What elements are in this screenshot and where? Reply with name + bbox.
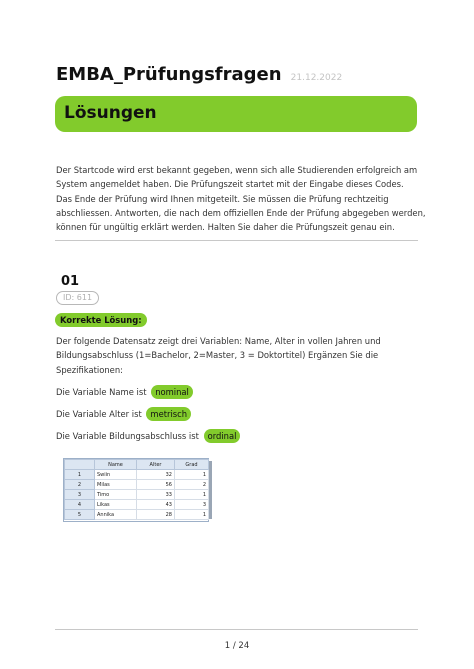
table-cell: Timo	[95, 490, 137, 500]
table-cell: Milas	[95, 480, 137, 490]
table-cell: 32	[137, 470, 175, 480]
question-line: Der folgende Datensatz zeigt drei Variablen: Name, Alter in vollen Jahren und	[56, 336, 381, 346]
document-date: 21.12.2022	[290, 73, 343, 83]
table-cell: 2	[175, 480, 209, 490]
table-cell: 1	[175, 490, 209, 500]
column-header: Name	[95, 460, 137, 470]
table-row	[65, 510, 209, 520]
solutions-banner	[55, 96, 417, 132]
answer-highlight: nominal	[151, 385, 193, 399]
table-cell: 56	[137, 480, 175, 490]
table-cell: 33	[137, 490, 175, 500]
table-cell: 1	[175, 470, 209, 480]
table-cell: Annika	[95, 510, 137, 520]
column-header	[65, 460, 95, 470]
table-row	[65, 490, 209, 500]
question-text	[56, 334, 418, 377]
answer-prefix: Die Variable Alter ist	[56, 409, 142, 419]
table-row	[65, 480, 209, 490]
answer-prefix: Die Variable Bildungsabschluss ist	[56, 431, 199, 441]
answer-highlight: ordinal	[204, 429, 241, 443]
table-row	[65, 470, 209, 480]
row-number: 5	[65, 510, 95, 520]
section-divider	[55, 240, 418, 241]
table-cell: 28	[137, 510, 175, 520]
answer-highlight: metrisch	[146, 407, 191, 421]
table-cell: 1	[175, 510, 209, 520]
correct-solution-label: Korrekte Lösung:	[55, 313, 147, 327]
question-id-badge: ID: 611	[56, 291, 99, 305]
document-header	[56, 64, 342, 85]
column-header: Alter	[137, 460, 175, 470]
page-number: 1 / 24	[224, 641, 250, 651]
answer-prefix: Die Variable Name ist	[56, 387, 147, 397]
answer-line-age	[56, 406, 191, 422]
answer-line-name	[56, 384, 193, 400]
column-header: Grad	[175, 460, 209, 470]
answer-line-degree	[56, 428, 240, 444]
table-row	[65, 500, 209, 510]
question-line: Bildungsabschluss (1=Bachelor, 2=Master, 3 = Doktortitel) Ergänzen Sie die	[56, 350, 379, 361]
intro-line: System angemeldet haben. Die Prüfungszeit startet mit der Eingabe dieses Codes.	[56, 179, 404, 190]
table-cell: 43	[137, 500, 175, 510]
row-number: 1	[65, 470, 95, 480]
dataset-table	[64, 459, 209, 520]
dataset-screenshot	[63, 458, 209, 522]
banner-label: Lösungen	[64, 103, 157, 123]
question-number: 01	[61, 274, 80, 289]
intro-text	[56, 163, 426, 234]
table-cell: Swiin	[95, 470, 137, 480]
table-cell: 3	[175, 500, 209, 510]
footer-divider	[55, 629, 418, 630]
intro-line: können für ungültig erklärt werden. Halten Sie daher die Prüfungszeit genau ein.	[56, 222, 395, 233]
row-number: 3	[65, 490, 95, 500]
intro-line: Der Startcode wird erst bekannt gegeben, wenn sich alle Studierenden erfolgreich am	[56, 165, 418, 175]
document-title: EMBA_Prüfungsfragen	[56, 64, 282, 85]
intro-line: Das Ende der Prüfung wird Ihnen mitgeteilt. Sie müssen die Prüfung rechtzeitig	[56, 193, 389, 204]
table-cell: Likas	[95, 500, 137, 510]
question-line: Spezifikationen:	[56, 364, 123, 375]
intro-line: abschliessen. Antworten, die nach dem offiziellen Ende der Prüfung abgegeben werden,	[56, 207, 426, 218]
table-header-row	[65, 460, 209, 470]
vertical-scrollbar	[209, 461, 212, 519]
row-number: 2	[65, 480, 95, 490]
row-number: 4	[65, 500, 95, 510]
